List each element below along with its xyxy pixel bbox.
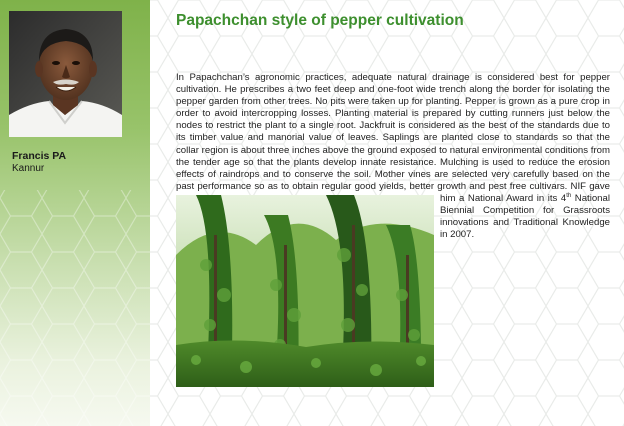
- person-name: Francis PA: [12, 150, 67, 162]
- ordinal-suffix: th: [566, 192, 572, 199]
- pepper-plantation-photo: [176, 195, 434, 387]
- article-body: [176, 72, 610, 387]
- award-text-start: growth and pest free cultivars. NIF gave him a National Award in its 4: [437, 180, 610, 204]
- body-paragraph-1: In Papachchan’s agronomic practices, adequate natural drainage is considered best for pepper cultivation. He prescribes a two feet deep and one-foot wide trench along the border for isolating the pepper garden from other trees. No pits were taken up for planting. Pepper is grown as a pure crop in order to avoid intercropping losses. Planting material is prepared by cutting runners just below the nodes to restrict the plant to a single root. Jackfruit is considered as the best of the standards due to its timber value and manorial value of leaves. Saplings are planted close to standards so that the collar region is about three inches above the ground exposed to natural environmental conditions from the tender age so that the plants develop innate resistance. Mulching is used to reduce the erosion effects of raindrops and to conserve the soil. Mother vines are selected very carefully based on the past performance so as to obtain regular good yields, better: [176, 72, 610, 192]
- body-paragraph-2: [437, 181, 610, 240]
- article-title: Papachchan style of pepper cultivation: [176, 12, 464, 29]
- person-location: Kannur: [12, 163, 45, 174]
- award-text-end: National Biennial Competition for Grassroots innovations and Traditional Knowledge in 2007.: [440, 192, 610, 241]
- portrait-photo: [9, 11, 122, 137]
